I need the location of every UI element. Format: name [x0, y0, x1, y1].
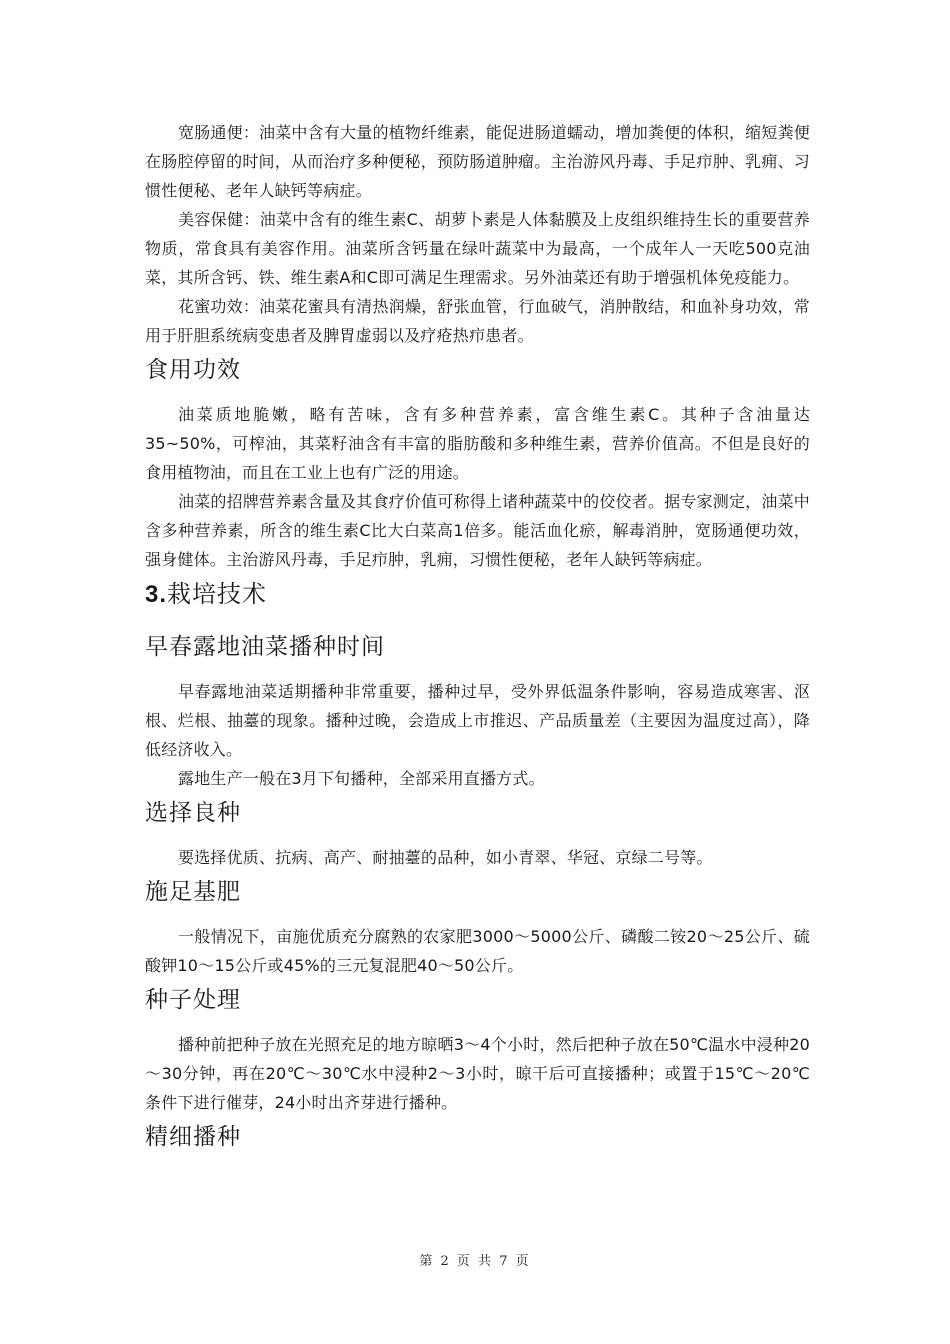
chapter-heading	[145, 574, 810, 615]
heading-variety: 选择良种	[145, 800, 241, 826]
page-footer: 第 2 页 共 7 页	[419, 1254, 531, 1269]
chapter-title: 栽培技术	[167, 580, 268, 608]
heading-sowing-time: 早春露地油菜播种时间	[145, 634, 385, 660]
paragraph-sowing-time-1: 早春露地油菜适期播种非常重要，播种过早，受外界低温条件影响，容易造成寒害、沤根、烂根、抽薹的现象。播种过晚，会造成上市推迟、产品质量差（主要因为温度过高），降低经济收入。	[145, 682, 810, 759]
heading-edible-effects: 食用功效	[145, 357, 241, 383]
paragraph-bowel: 宽肠通便：油菜中含有大量的植物纤维素，能促进肠道蠕动，增加粪便的体积，缩短粪便在肠腔停留的时间，从而治疗多种便秘，预防肠道肿瘤。主治游风丹毒、手足疖肿、乳痈、习惯性便秘、老年人缺钙等病症。	[145, 123, 810, 200]
paragraph-beauty: 美容保健：油菜中含有的维生素C、胡萝卜素是人体黏膜及上皮组织维持生长的重要营养物质，常食具有美容作用。油菜所含钙量在绿叶蔬菜中为最高，一个成年人一天吃500克油菜，其所含钙、铁、维生素A和C即可满足生理需求。另外油菜还有助于增强机体免疫能力。	[145, 210, 810, 287]
document-page	[145, 118, 810, 1157]
heading-fine-sowing: 精细播种	[145, 1124, 241, 1150]
paragraph-sowing-time-2: 露地生产一般在3月下旬播种，全部采用直播方式。	[178, 769, 545, 788]
paragraph-variety: 要选择优质、抗病、高产、耐抽薹的品种，如小青翠、华冠、京绿二号等。	[178, 848, 713, 867]
paragraph-seed-treatment: 播种前把种子放在光照充足的地方晾晒3～4个小时，然后把种子放在50℃温水中浸种20～30分钟，再在20℃～30℃水中浸种2～3小时，晾干后可直接播种；或置于15℃～20℃条件下进行催芽，24小时出齐芽进行播种。	[145, 1035, 810, 1112]
heading-seed-treatment: 种子处理	[145, 987, 241, 1013]
chapter-number: 3.	[145, 581, 168, 608]
paragraph-edible-2: 油菜的招牌营养素含量及其食疗价值可称得上诸种蔬菜中的佼佼者。据专家测定，油菜中含多种营养素，所含的维生素C比大白菜高1倍多。能活血化瘀，解毒消肿，宽肠通便功效，强身健体。主治游风丹毒，手足疖肿，乳痈，习惯性便秘，老年人缺钙等病症。	[145, 492, 810, 569]
paragraph-fertilizer: 一般情况下，亩施优质充分腐熟的农家肥3000～5000公斤、磷酸二铵20～25公斤、硫酸钾10～15公斤或45%的三元复混肥40～50公斤。	[145, 927, 810, 975]
paragraph-honey: 花蜜功效：油菜花蜜具有清热润燥，舒张血管，行血破气，消肿散结，和血补身功效，常用于肝胆系统病变患者及脾胃虚弱以及疗疮热疖患者。	[145, 297, 810, 345]
heading-fertilizer: 施足基肥	[145, 879, 241, 905]
paragraph-edible-1: 油菜质地脆嫩，略有苦味，含有多种营养素，富含维生素C。其种子含油量达35~50%，可榨油，其菜籽油含有丰富的脂肪酸和多种维生素，营养价值高。不但是良好的食用植物油，而且在工业上也有广泛的用途。	[145, 405, 810, 482]
